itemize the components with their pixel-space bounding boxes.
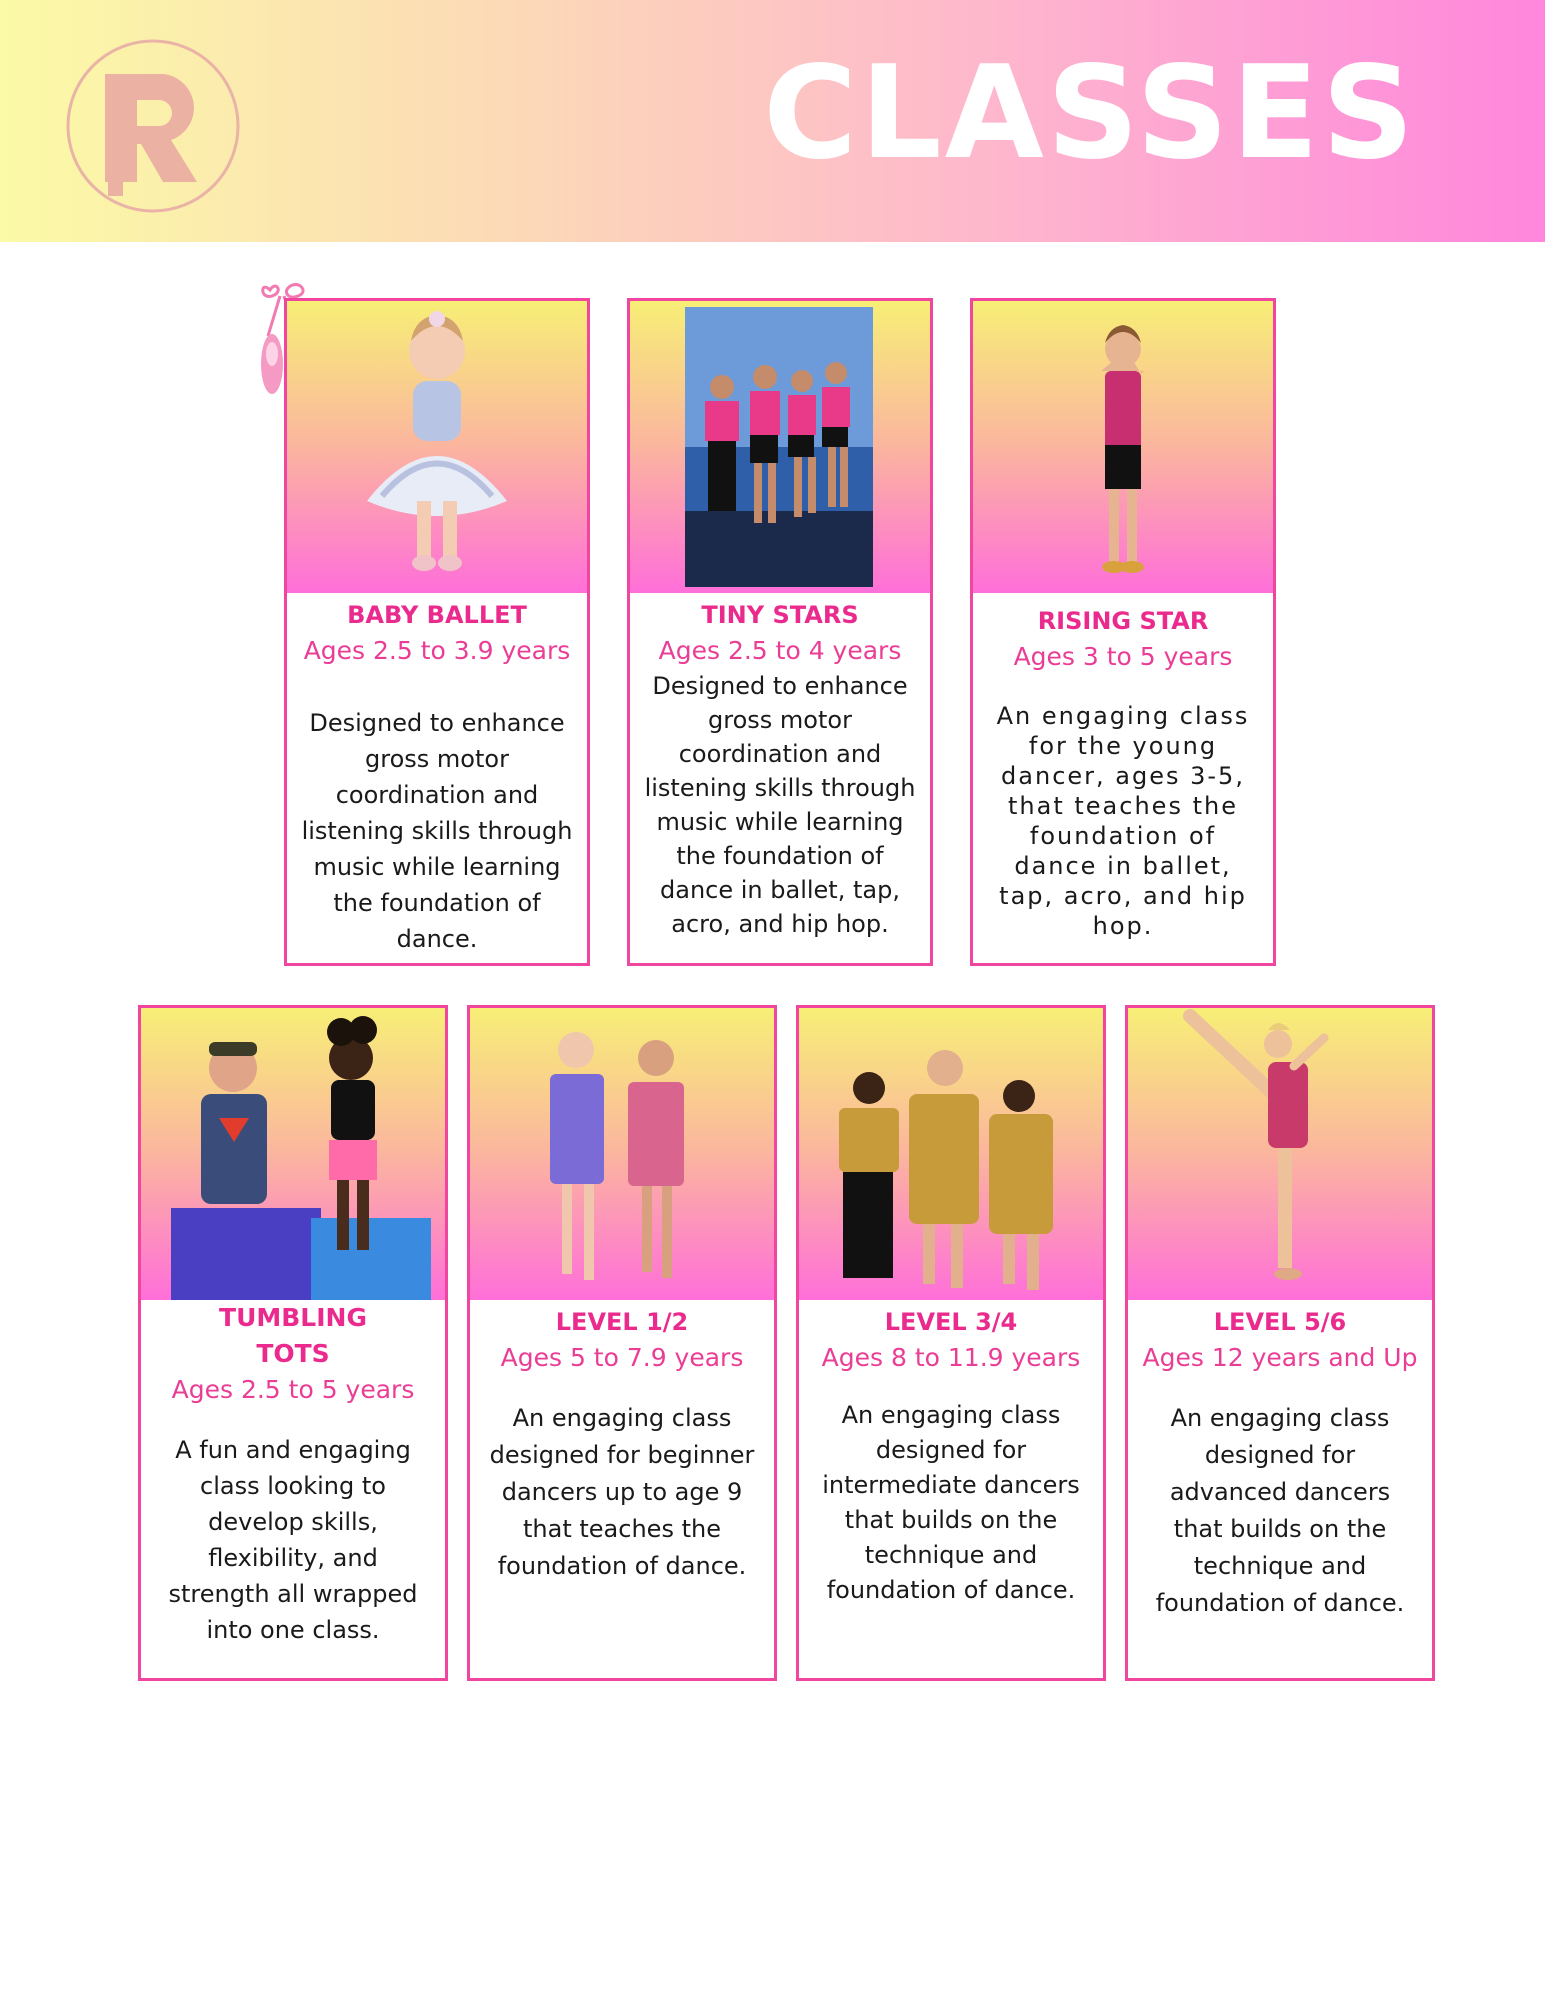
class-card-level-1-2[interactable]	[467, 1005, 777, 1681]
class-description: Designed to enhance gross motor coordination and listening skills through music while learning the foundation of dance.	[301, 709, 573, 953]
class-ages: Ages 3 to 5 years	[1013, 642, 1233, 671]
class-name: TUMBLING TOTS	[219, 1303, 367, 1368]
header-banner	[0, 0, 1545, 242]
class-card-text	[630, 597, 930, 963]
group-stage-performance-photo	[630, 301, 930, 593]
class-card-text	[287, 597, 587, 963]
class-name: TINY STARS	[701, 601, 859, 629]
leg-extension-dancer-photo	[1128, 1008, 1432, 1300]
class-card-tiny-stars[interactable]	[627, 298, 933, 966]
class-card-level-3-4[interactable]	[796, 1005, 1106, 1681]
page-title: CLASSES	[763, 39, 1417, 188]
class-card-text	[1128, 1304, 1432, 1678]
class-card-level-5-6[interactable]	[1125, 1005, 1435, 1681]
class-description: An engaging class designed for advanced dancers that builds on the technique and foundation of dance.	[1155, 1404, 1405, 1617]
class-description: An engaging class designed for intermediate dancers that builds on the technique and foundation of dance.	[822, 1401, 1080, 1604]
class-ages: Ages 2.5 to 3.9 years	[303, 636, 571, 665]
class-card-baby-ballet[interactable]	[284, 298, 590, 966]
young-dancer-photo	[973, 301, 1273, 593]
class-ages: Ages 5 to 7.9 years	[500, 1343, 744, 1372]
class-card-rising-star[interactable]	[970, 298, 1276, 966]
class-description: An engaging class for the young dancer, ages 3-5, that teaches the foundation of dance in ballet, tap, acro, and hip hop.	[996, 702, 1250, 940]
class-name: LEVEL 1/2	[555, 1308, 689, 1336]
class-name: RISING STAR	[1037, 607, 1209, 635]
class-card-text	[973, 597, 1273, 963]
gold-costume-group-photo	[799, 1008, 1103, 1300]
two-sequin-dancers-photo	[470, 1008, 774, 1300]
class-description: A fun and engaging class looking to develop skills, flexibility, and strength all wrapped into one class.	[168, 1436, 418, 1644]
class-ages: Ages 2.5 to 4 years	[658, 636, 902, 665]
toddler-ballerina-photo	[287, 301, 587, 593]
class-card-text	[799, 1304, 1103, 1678]
class-card-tumbling-tots[interactable]	[138, 1005, 448, 1681]
class-card-text	[141, 1300, 445, 1678]
class-card-text	[470, 1304, 774, 1678]
studio-logo	[65, 38, 241, 214]
class-ages: Ages 2.5 to 5 years	[171, 1375, 415, 1404]
class-name: LEVEL 3/4	[884, 1308, 1018, 1336]
class-description: Designed to enhance gross motor coordination and listening skills through music while learning the foundation of dance in ballet, tap, acro, and hip hop.	[644, 672, 916, 938]
class-ages: Ages 8 to 11.9 years	[821, 1343, 1081, 1372]
class-ages: Ages 12 years and Up	[1142, 1343, 1418, 1372]
class-description: An engaging class designed for beginner dancers up to age 9 that teaches the foundation of dance.	[489, 1404, 755, 1580]
coach-and-child-on-mats-photo	[141, 1008, 445, 1300]
class-name: LEVEL 5/6	[1213, 1308, 1347, 1336]
class-name: BABY BALLET	[347, 601, 527, 629]
